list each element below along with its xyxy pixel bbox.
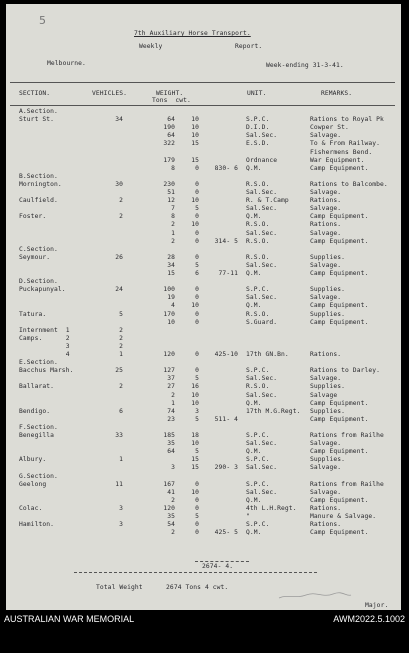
row-remarks: Camp Equipment. — [310, 415, 369, 423]
row-section: D.Section. — [19, 278, 58, 286]
row-remarks: Salvage — [310, 391, 338, 399]
row-tons: 35 — [167, 440, 175, 448]
row-remarks: Camp Equipment. — [310, 318, 369, 326]
row-tons: 10 — [167, 318, 175, 326]
row-unit: S.P.C. — [246, 432, 270, 439]
row-cwt: 10 — [191, 391, 199, 399]
row-cwt: 18 — [191, 432, 199, 439]
row-tons: 179 — [163, 156, 175, 164]
row-tons: 1 — [171, 399, 175, 407]
col-header-section: SECTION. — [19, 90, 51, 97]
header-bottom-rule — [10, 105, 395, 106]
row-cwt: 15 — [191, 140, 199, 148]
row-cwt: 0 — [195, 213, 199, 221]
row-section: C.Section. — [19, 245, 58, 253]
row-section: Geelong — [19, 480, 47, 488]
row-section: E.Section. — [19, 359, 58, 367]
row-section: Camps. 2 — [19, 334, 70, 342]
row-section: Bacchus Marsh. — [19, 367, 74, 375]
row-tons: 51 — [167, 189, 175, 196]
row-section: Albury. — [19, 456, 47, 464]
row-unit: Q.M. — [246, 270, 262, 277]
row-tons: 127 — [163, 367, 175, 375]
row-vehicles: 30 — [115, 180, 123, 188]
row-remarks: Rations to Balcombe. — [310, 180, 388, 188]
row-vehicles: 2 — [119, 342, 123, 350]
row-remarks: Camp Equipment. — [310, 448, 369, 456]
row-vehicles: 11 — [115, 480, 123, 488]
row-tons: 230 — [163, 180, 175, 188]
row-unit: S.P.C. — [246, 456, 270, 464]
row-cwt: 15 — [191, 156, 199, 164]
row-cwt: 6 — [195, 270, 199, 277]
row-cwt: 15 — [191, 464, 199, 472]
pencil-page-mark: 5 — [39, 14, 46, 27]
col-header-weight-units: Tons cwt. — [152, 97, 191, 104]
row-cwt: 10 — [191, 197, 199, 205]
row-cwt: 0 — [195, 164, 199, 172]
row-unit: Sal.Sec. — [246, 294, 278, 302]
row-cwt: 10 — [191, 440, 199, 448]
row-tons: 3 — [171, 464, 175, 472]
row-unit: R.S.O. — [246, 253, 270, 261]
row-unit: Sal.Sec. — [246, 488, 278, 496]
report-word: Report. — [235, 43, 263, 50]
row-cwt: 0 — [195, 180, 199, 188]
row-vehicles: 6 — [119, 407, 123, 415]
row-tons: 2 — [171, 221, 175, 229]
document-page — [6, 4, 401, 610]
row-cwt: 0 — [195, 504, 199, 512]
row-tons: 74 — [167, 407, 175, 415]
row-tons: 54 — [167, 521, 175, 529]
row-section: Colac. — [19, 504, 43, 512]
footer-accession: AWM2022.5.1002 — [333, 614, 405, 624]
document-title: 7th Auxiliary Horse Transport. — [134, 30, 251, 37]
row-unit: Sal.Sec. — [246, 261, 278, 269]
row-section: F.Section. — [19, 423, 58, 431]
signatory-title: Major. — [365, 602, 389, 609]
row-cwt: 0 — [195, 318, 199, 326]
row-section: Sturt St. — [19, 116, 55, 124]
row-remarks: Rations. — [310, 221, 342, 229]
row-unit: R.S.O. — [246, 310, 270, 318]
row-subtotal: 511- 4 — [214, 415, 238, 423]
row-section: Ballarat. — [19, 383, 55, 391]
row-remarks: Rations from Railhe — [310, 480, 384, 488]
row-remarks: Salvage. — [310, 229, 342, 237]
row-remarks: Rations. — [310, 351, 342, 358]
row-remarks: Fishermens Bend. — [310, 148, 373, 156]
row-vehicles: 25 — [115, 367, 123, 375]
subtotal-rule — [195, 561, 249, 562]
row-unit: R.S.O. — [246, 383, 270, 391]
row-cwt: 10 — [191, 302, 199, 310]
row-tons: 167 — [163, 480, 175, 488]
row-remarks: Camp Equipment. — [310, 237, 369, 245]
row-remarks: To & From Railway. — [310, 140, 381, 148]
row-section: Bendigo. — [19, 407, 51, 415]
row-remarks: War Equipment. — [310, 156, 365, 164]
row-remarks: Cowper St. — [310, 124, 349, 132]
row-section: Seymour. — [19, 253, 51, 261]
row-remarks: Camp Equipment. — [310, 213, 369, 221]
row-unit: S.P.C. — [246, 286, 270, 294]
row-cwt: 10 — [191, 132, 199, 140]
row-section: Tatura. — [19, 310, 47, 318]
row-unit: 17th M.G.Regt. — [246, 407, 301, 415]
row-vehicles: 34 — [115, 116, 123, 124]
row-tons: 19 — [167, 294, 175, 302]
row-tons: 2 — [171, 237, 175, 245]
row-tons: 7 — [171, 205, 175, 213]
row-vehicles: 3 — [119, 504, 123, 512]
row-cwt: 0 — [195, 294, 199, 302]
row-section: Foster. — [19, 213, 47, 221]
row-cwt: 5 — [195, 261, 199, 269]
row-unit: Sal.Sec. — [246, 375, 278, 383]
row-cwt: 0 — [195, 237, 199, 245]
row-tons: 37 — [167, 375, 175, 383]
row-tons: 34 — [167, 261, 175, 269]
col-header-unit: UNIT. — [247, 90, 267, 97]
row-unit: R. & T.Camp — [246, 197, 289, 205]
row-cwt: 0 — [195, 521, 199, 529]
row-tons: 41 — [167, 488, 175, 496]
row-remarks: Camp Equipment. — [310, 529, 369, 537]
row-vehicles: 2 — [119, 213, 123, 221]
row-vehicles: 33 — [115, 432, 123, 439]
row-vehicles: 24 — [115, 286, 123, 294]
row-unit: Q.M. — [246, 529, 262, 537]
row-vehicles: 2 — [119, 334, 123, 342]
total-rule — [74, 572, 317, 573]
row-tons: 4 — [171, 302, 175, 310]
row-subtotal: 425-10 — [214, 351, 238, 358]
row-remarks: Salvage. — [310, 205, 342, 213]
row-tons: 64 — [167, 448, 175, 456]
row-tons: 2 — [171, 496, 175, 504]
row-remarks: Supplies. — [310, 456, 346, 464]
row-section: 4 — [19, 351, 70, 358]
row-remarks: Salvage. — [310, 261, 342, 269]
report-type: Weekly — [139, 43, 163, 50]
row-vehicles: 2 — [119, 326, 123, 334]
row-tons: 15 — [167, 270, 175, 277]
row-unit: 17th GN.Bn. — [246, 351, 289, 358]
row-unit: Sal.Sec. — [246, 132, 278, 140]
row-cwt: 0 — [195, 351, 199, 358]
row-tons: 170 — [163, 310, 175, 318]
row-vehicles: 2 — [119, 197, 123, 205]
row-vehicles: 26 — [115, 253, 123, 261]
row-cwt: 0 — [195, 286, 199, 294]
row-tons: 1 — [171, 229, 175, 237]
row-cwt: 5 — [195, 205, 199, 213]
row-unit: Q.M. — [246, 399, 262, 407]
row-cwt: 16 — [191, 383, 199, 391]
row-unit: 4th L.H.Regt. — [246, 504, 297, 512]
row-cwt: 0 — [195, 189, 199, 196]
row-section: Hamilton. — [19, 521, 55, 529]
row-section: G.Section. — [19, 472, 58, 480]
row-cwt: 5 — [195, 375, 199, 383]
row-tons: 12 — [167, 197, 175, 205]
row-tons: 190 — [163, 124, 175, 132]
row-remarks: Rations. — [310, 521, 342, 529]
location: Melbourne. — [47, 60, 86, 67]
row-tons: 64 — [167, 132, 175, 140]
row-tons: 100 — [163, 286, 175, 294]
row-section: B.Section. — [19, 172, 58, 180]
row-cwt: 0 — [195, 480, 199, 488]
row-unit: Sal.Sec. — [246, 205, 278, 213]
row-unit: R.S.O. — [246, 180, 270, 188]
row-unit: Sal.Sec. — [246, 189, 278, 196]
row-remarks: Camp Equipment. — [310, 302, 369, 310]
row-unit: S.P.C. — [246, 367, 270, 375]
row-cwt: 5 — [195, 415, 199, 423]
row-remarks: Salvage. — [310, 440, 342, 448]
row-unit: Q.M. — [246, 213, 262, 221]
row-tons: 185 — [163, 432, 175, 439]
row-remarks: Camp Equipment. — [310, 164, 369, 172]
row-remarks: Supplies. — [310, 253, 346, 261]
footer-institution: AUSTRALIAN WAR MEMORIAL — [4, 614, 135, 624]
row-cwt: 10 — [191, 488, 199, 496]
row-unit: Q.M. — [246, 496, 262, 504]
col-header-remarks: REMARKS. — [321, 90, 353, 97]
row-remarks: Rations from Railhe — [310, 432, 384, 439]
row-tons: 8 — [171, 213, 175, 221]
row-vehicles: 3 — [119, 521, 123, 529]
row-cwt: 0 — [195, 253, 199, 261]
row-section: 3 — [19, 342, 70, 350]
row-tons: 35 — [167, 513, 175, 520]
row-cwt: 5 — [195, 448, 199, 456]
archive-footer — [0, 612, 409, 653]
row-cwt: 5 — [195, 513, 199, 520]
row-tons: 27 — [167, 383, 175, 391]
row-unit: S.P.C. — [246, 480, 270, 488]
row-unit: Sal.Sec. — [246, 440, 278, 448]
week-ending: Week-ending 31-3-41. — [266, 62, 344, 69]
row-remarks: Salvage. — [310, 375, 342, 383]
total-weight: Total Weight 2674 Tons 4 cwt. — [96, 584, 229, 591]
row-remarks: Rations to Royal Pk — [310, 116, 384, 124]
row-tons: 120 — [163, 504, 175, 512]
row-tons: 2 — [171, 529, 175, 537]
row-remarks: Supplies. — [310, 310, 346, 318]
row-tons: 28 — [167, 253, 175, 261]
row-cwt: 0 — [195, 310, 199, 318]
row-remarks: Rations. — [310, 504, 342, 512]
row-section: Benegilla — [19, 432, 55, 439]
row-section: A.Section. — [19, 108, 58, 115]
row-unit: R.S.O. — [246, 221, 270, 229]
row-unit: R.S.O. — [246, 237, 270, 245]
row-remarks: Supplies. — [310, 407, 346, 415]
row-remarks: Camp Equipment. — [310, 270, 369, 277]
row-subtotal: 314- 5 — [214, 237, 238, 245]
row-unit: Ordnance — [246, 156, 278, 164]
row-cwt: 3 — [195, 407, 199, 415]
row-vehicles: 2 — [119, 383, 123, 391]
row-unit: D.I.D. — [246, 124, 270, 132]
row-remarks: Supplies. — [310, 286, 346, 294]
row-section: Caulfield. — [19, 197, 58, 205]
row-remarks: Camp Equipment. — [310, 496, 369, 504]
row-subtotal: 830- 6 — [214, 164, 238, 172]
row-unit: Q.M. — [246, 448, 262, 456]
row-section: Internment 1 — [19, 326, 70, 334]
row-remarks: Salvage. — [310, 464, 342, 472]
row-unit: Q.M. — [246, 164, 262, 172]
header-top-rule — [10, 82, 395, 83]
row-vehicles: 1 — [119, 456, 123, 464]
row-unit: S.P.C. — [246, 116, 270, 124]
row-unit: Sal.Sec. — [246, 391, 278, 399]
row-unit: S.Guard. — [246, 318, 278, 326]
row-subtotal: 290- 3 — [214, 464, 238, 472]
row-remarks: Salvage. — [310, 488, 342, 496]
row-cwt: 10 — [191, 116, 199, 124]
row-cwt: 0 — [195, 367, 199, 375]
row-section: Puckapunyal. — [19, 286, 66, 294]
row-remarks: Salvage. — [310, 132, 342, 140]
row-unit: Sal.Sec. — [246, 464, 278, 472]
row-unit: E.S.D. — [246, 140, 270, 148]
col-header-weight: WEIGHT. — [156, 90, 184, 97]
row-remarks: Rations. — [310, 197, 342, 205]
row-cwt: 0 — [195, 529, 199, 537]
row-tons: 322 — [163, 140, 175, 148]
row-unit: Q.M. — [246, 302, 262, 310]
row-cwt: 15 — [191, 456, 199, 464]
row-tons: 64 — [167, 116, 175, 124]
row-unit: S.P.C. — [246, 521, 270, 529]
row-remarks: Salvage. — [310, 189, 342, 196]
row-vehicles: 5 — [119, 310, 123, 318]
row-tons: 8 — [171, 164, 175, 172]
row-tons: 2 — [171, 391, 175, 399]
grand-total-figure: 2674- 4. — [202, 563, 234, 570]
row-subtotal: 425- 5 — [214, 529, 238, 537]
row-cwt: 10 — [191, 124, 199, 132]
col-header-vehicles: VEHICLES. — [92, 90, 128, 97]
row-remarks: Camp Equipment. — [310, 399, 369, 407]
row-remarks: Salvage. — [310, 294, 342, 302]
row-remarks: Supplies. — [310, 383, 346, 391]
row-cwt: 0 — [195, 496, 199, 504]
row-remarks: Manure & Salvage. — [310, 513, 377, 520]
row-cwt: 0 — [195, 229, 199, 237]
row-tons: 23 — [167, 415, 175, 423]
row-remarks: Rations to Darley. — [310, 367, 381, 375]
row-subtotal: 77-11 — [218, 270, 238, 277]
row-cwt: 10 — [191, 221, 199, 229]
row-unit: Sal.Sec. — [246, 229, 278, 237]
row-vehicles: 1 — [119, 351, 123, 358]
row-tons: 120 — [163, 351, 175, 358]
row-cwt: 10 — [191, 399, 199, 407]
row-section: Mornington. — [19, 180, 62, 188]
row-unit: " — [246, 513, 250, 520]
signature-mark — [278, 592, 352, 600]
